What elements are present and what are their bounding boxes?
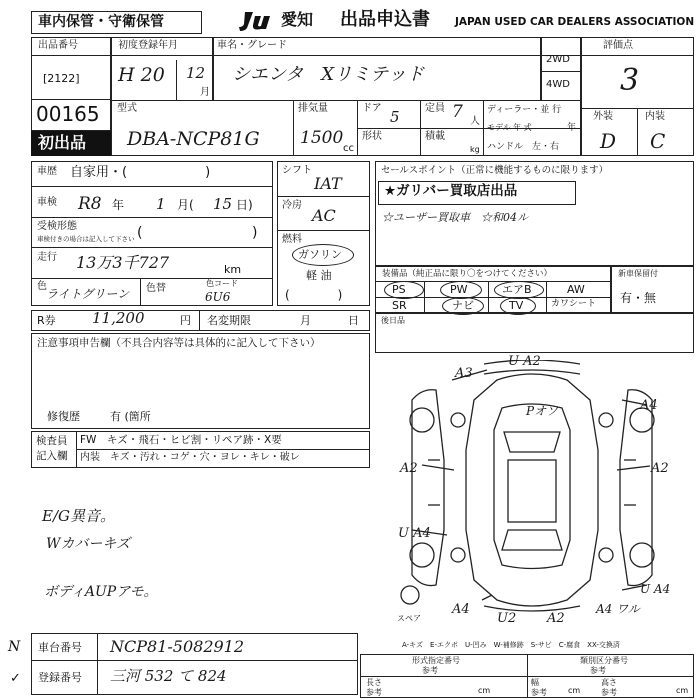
mark-a4-rear-right: A4 ワル <box>596 602 640 616</box>
name-change-label: 名変期限 <box>207 314 251 327</box>
height-label: 高さ <box>601 678 617 687</box>
handle-label: ハンドル 左・右 <box>487 142 560 152</box>
equip-aw: AW <box>567 283 585 296</box>
rating-value: 3 <box>620 63 640 98</box>
color-code-value: 6U6 <box>205 290 231 304</box>
fuel-paren: ( ) <box>285 288 343 302</box>
load-label: 積載 <box>425 131 445 142</box>
mark-a2-right: A2 <box>651 461 669 476</box>
receipt-paren-open: ( <box>137 225 143 241</box>
rear-block <box>375 313 694 353</box>
receipt-note: 車検付きの場合は記入して下さい <box>37 235 135 243</box>
fuel-diesel: 軽 油 <box>306 269 332 282</box>
width-label: 幅 <box>531 678 539 687</box>
mileage-label: 走行 <box>37 252 57 263</box>
color-label: 色 <box>37 281 47 292</box>
shaken-year-unit: 年 <box>112 198 125 212</box>
mark-u2-rear: U2 <box>497 611 517 626</box>
equip-pw: PW <box>450 283 468 296</box>
mark-roof: Pオソ <box>526 404 559 418</box>
model-year-unit: 年 <box>567 123 577 133</box>
vehicle-name: シエンタ Xリミテッド <box>232 64 425 85</box>
equip-kawaseat: カワシート <box>551 299 597 309</box>
spec-ref: 参考 <box>422 666 438 675</box>
check-mark-tick: ✓ <box>10 671 21 686</box>
class-ref: 参考 <box>590 666 606 675</box>
association-name: JAPAN USED CAR DEALERS ASSOCIATION <box>455 16 695 28</box>
exterior-value: D <box>600 129 617 153</box>
damage-legend: A-キズ E-エクボ U-凹み W-補修跡 S-サビ C-腐食 XX-交換済 <box>402 641 620 649</box>
fw-line: FW キズ・飛石・ヒビ割・リペア跡・X要 <box>80 434 282 446</box>
tax-label: 新車保留付 <box>618 269 658 278</box>
notes-label: 注意事項申告欄（不具合内容等は具体的に記入して下さい） <box>37 337 321 349</box>
chassis-label: 車台番号 <box>38 641 82 654</box>
ju-logo <box>237 10 279 32</box>
color-change-label: 色替 <box>146 283 166 294</box>
rating-label: 評価点 <box>603 40 633 51</box>
capacity-value: 7 <box>452 102 463 122</box>
equip-navi: ナビ <box>452 299 474 312</box>
displacement-unit: cc <box>343 143 354 154</box>
plate-label: 登録番号 <box>38 671 82 684</box>
shape-label: 形状 <box>362 131 382 142</box>
ac-label: 冷房 <box>282 200 302 211</box>
plate-value: 三河 532 て 824 <box>110 667 227 685</box>
registration-month-unit: 月 <box>200 87 210 98</box>
mileage-value: 13万3千727 <box>76 253 170 272</box>
registration-year: H 20 <box>118 64 165 86</box>
shaken-month-unit: 月( <box>177 198 194 212</box>
name-change-day: 日 <box>348 314 359 327</box>
equip-sr: SR <box>392 299 407 312</box>
recycle-row <box>31 310 370 331</box>
recycle-value: 11,200 <box>92 309 145 327</box>
lot-number-label: 出品番号 <box>38 40 78 51</box>
class-label: 類別区分番号 <box>580 656 628 665</box>
shift-label: シフト <box>282 165 312 176</box>
shaken-month: 1 <box>156 195 166 213</box>
mark-ua4-left: U A4 <box>398 526 431 541</box>
sales-notes: ☆ユーザー買取車 ☆和04ル <box>382 211 528 224</box>
mark-a3: A3 <box>455 366 473 381</box>
repair-value: 有 (箇所 <box>110 410 151 423</box>
car-outline-icon <box>392 360 672 615</box>
mark-ua2-front: U A2 <box>508 354 541 369</box>
height-unit: cm <box>676 686 689 695</box>
spare-label: スペア <box>397 614 421 623</box>
doors-value: 5 <box>390 108 400 126</box>
displacement-value: 1500 <box>300 128 344 148</box>
color-value: ライトグリーン <box>46 287 130 301</box>
chassis-value: NCP81-5082912 <box>110 637 245 656</box>
exterior-label: 外装 <box>593 111 613 122</box>
lot-number: 00165 <box>36 102 100 126</box>
registration-month: 12 <box>186 64 206 82</box>
logo-text: 愛知 <box>281 10 314 29</box>
fuel-gasoline: ガソリン <box>298 248 342 261</box>
mark-a4-front-right: A4 <box>640 398 658 413</box>
use-label: 車歴 <box>37 166 57 177</box>
first-listing-label: 初出品 <box>38 133 87 152</box>
color-code-label: 色コード <box>206 279 238 288</box>
equip-airbag: エアB <box>502 283 532 296</box>
interior-label: 内装 <box>645 111 665 122</box>
mark-a4-rear-left: A4 <box>452 602 470 617</box>
circle-ps <box>384 281 424 299</box>
registration-label: 初度登録年月 <box>118 40 178 51</box>
vehicle-name-label: 車名・グレード <box>217 40 287 51</box>
load-unit: kg <box>470 145 480 154</box>
note-engine: E/G異音。 <box>42 507 115 525</box>
mark-ua4-right: U A4 <box>640 582 671 596</box>
note-wiper: Wカバーキズ <box>46 536 131 552</box>
mark-a2-left: A2 <box>400 461 418 476</box>
recycle-unit: 円 <box>180 314 191 327</box>
spec-label: 形式指定番号 <box>412 656 460 665</box>
capacity-label: 定員 <box>425 103 445 114</box>
repair-label: 修復歴 <box>47 410 80 423</box>
mark-a2-rear: A2 <box>547 611 565 626</box>
shift-value: IAT <box>314 174 342 193</box>
capacity-unit: 人 <box>470 116 480 127</box>
equipment-label: 装備品（純正品に限り〇をつけてください） <box>382 269 553 279</box>
equip-ps: PS <box>392 283 406 296</box>
model-value: DBA-NCP81G <box>127 128 260 150</box>
ac-value: AC <box>312 206 336 225</box>
inspector-label: 検査員 <box>36 435 68 447</box>
fuel-label: 燃料 <box>282 234 302 245</box>
note-body: ボディAUPアモ。 <box>44 584 158 600</box>
shaken-day: 15 <box>213 195 233 213</box>
width-ref: 参考 <box>531 688 547 697</box>
tax-options: 有・無 <box>620 291 657 305</box>
width-unit: cm <box>568 686 581 695</box>
height-ref: 参考 <box>601 688 617 697</box>
storage-label: 車内保管・守衛保管 <box>38 14 164 30</box>
receipt-label: 受検形態 <box>37 221 77 232</box>
length-label: 長さ <box>366 678 382 687</box>
form-title: 出品申込書 <box>340 9 430 30</box>
name-change-month: 月 <box>300 314 311 327</box>
mileage-unit: km <box>224 263 242 276</box>
recycle-label: R券 <box>37 314 56 327</box>
gulliver-label: ★ガリバー買取店出品 <box>384 183 518 199</box>
interior-damage-line: 内装 キズ・汚れ・コゲ・穴・ヨレ・キレ・破レ <box>80 452 300 463</box>
shaken-year: R8 <box>78 194 102 214</box>
receipt-paren-close: ) <box>252 225 258 241</box>
drive-2wd: 2WD <box>546 54 570 65</box>
equip-tv: TV <box>509 299 524 312</box>
check-mark-n: N <box>8 639 21 655</box>
length-ref: 参考 <box>366 688 382 697</box>
doors-label: ドア <box>362 103 382 114</box>
drive-4wd: 4WD <box>546 79 570 90</box>
shaken-label: 車検 <box>37 197 57 208</box>
model-label: 型式 <box>117 103 137 114</box>
lot-code: [2122] <box>43 72 80 85</box>
dealer-label: ディーラー・並 行 <box>487 105 562 115</box>
inspector-label2: 記入欄 <box>36 450 68 462</box>
car-diagram <box>392 360 672 615</box>
interior-value: C <box>650 129 666 153</box>
displacement-label: 排気量 <box>298 103 328 114</box>
use-value: 自家用・( ) <box>70 165 211 180</box>
model-year-label: モデル 年 式 <box>487 123 532 132</box>
shaken-day-unit: 日) <box>236 198 253 212</box>
sales-label: セールスポイント（正常に機能するものに限ります） <box>381 165 609 176</box>
ju-logo-icon <box>237 10 279 32</box>
length-unit: cm <box>478 686 491 695</box>
rear-label: 後日品 <box>381 316 405 325</box>
